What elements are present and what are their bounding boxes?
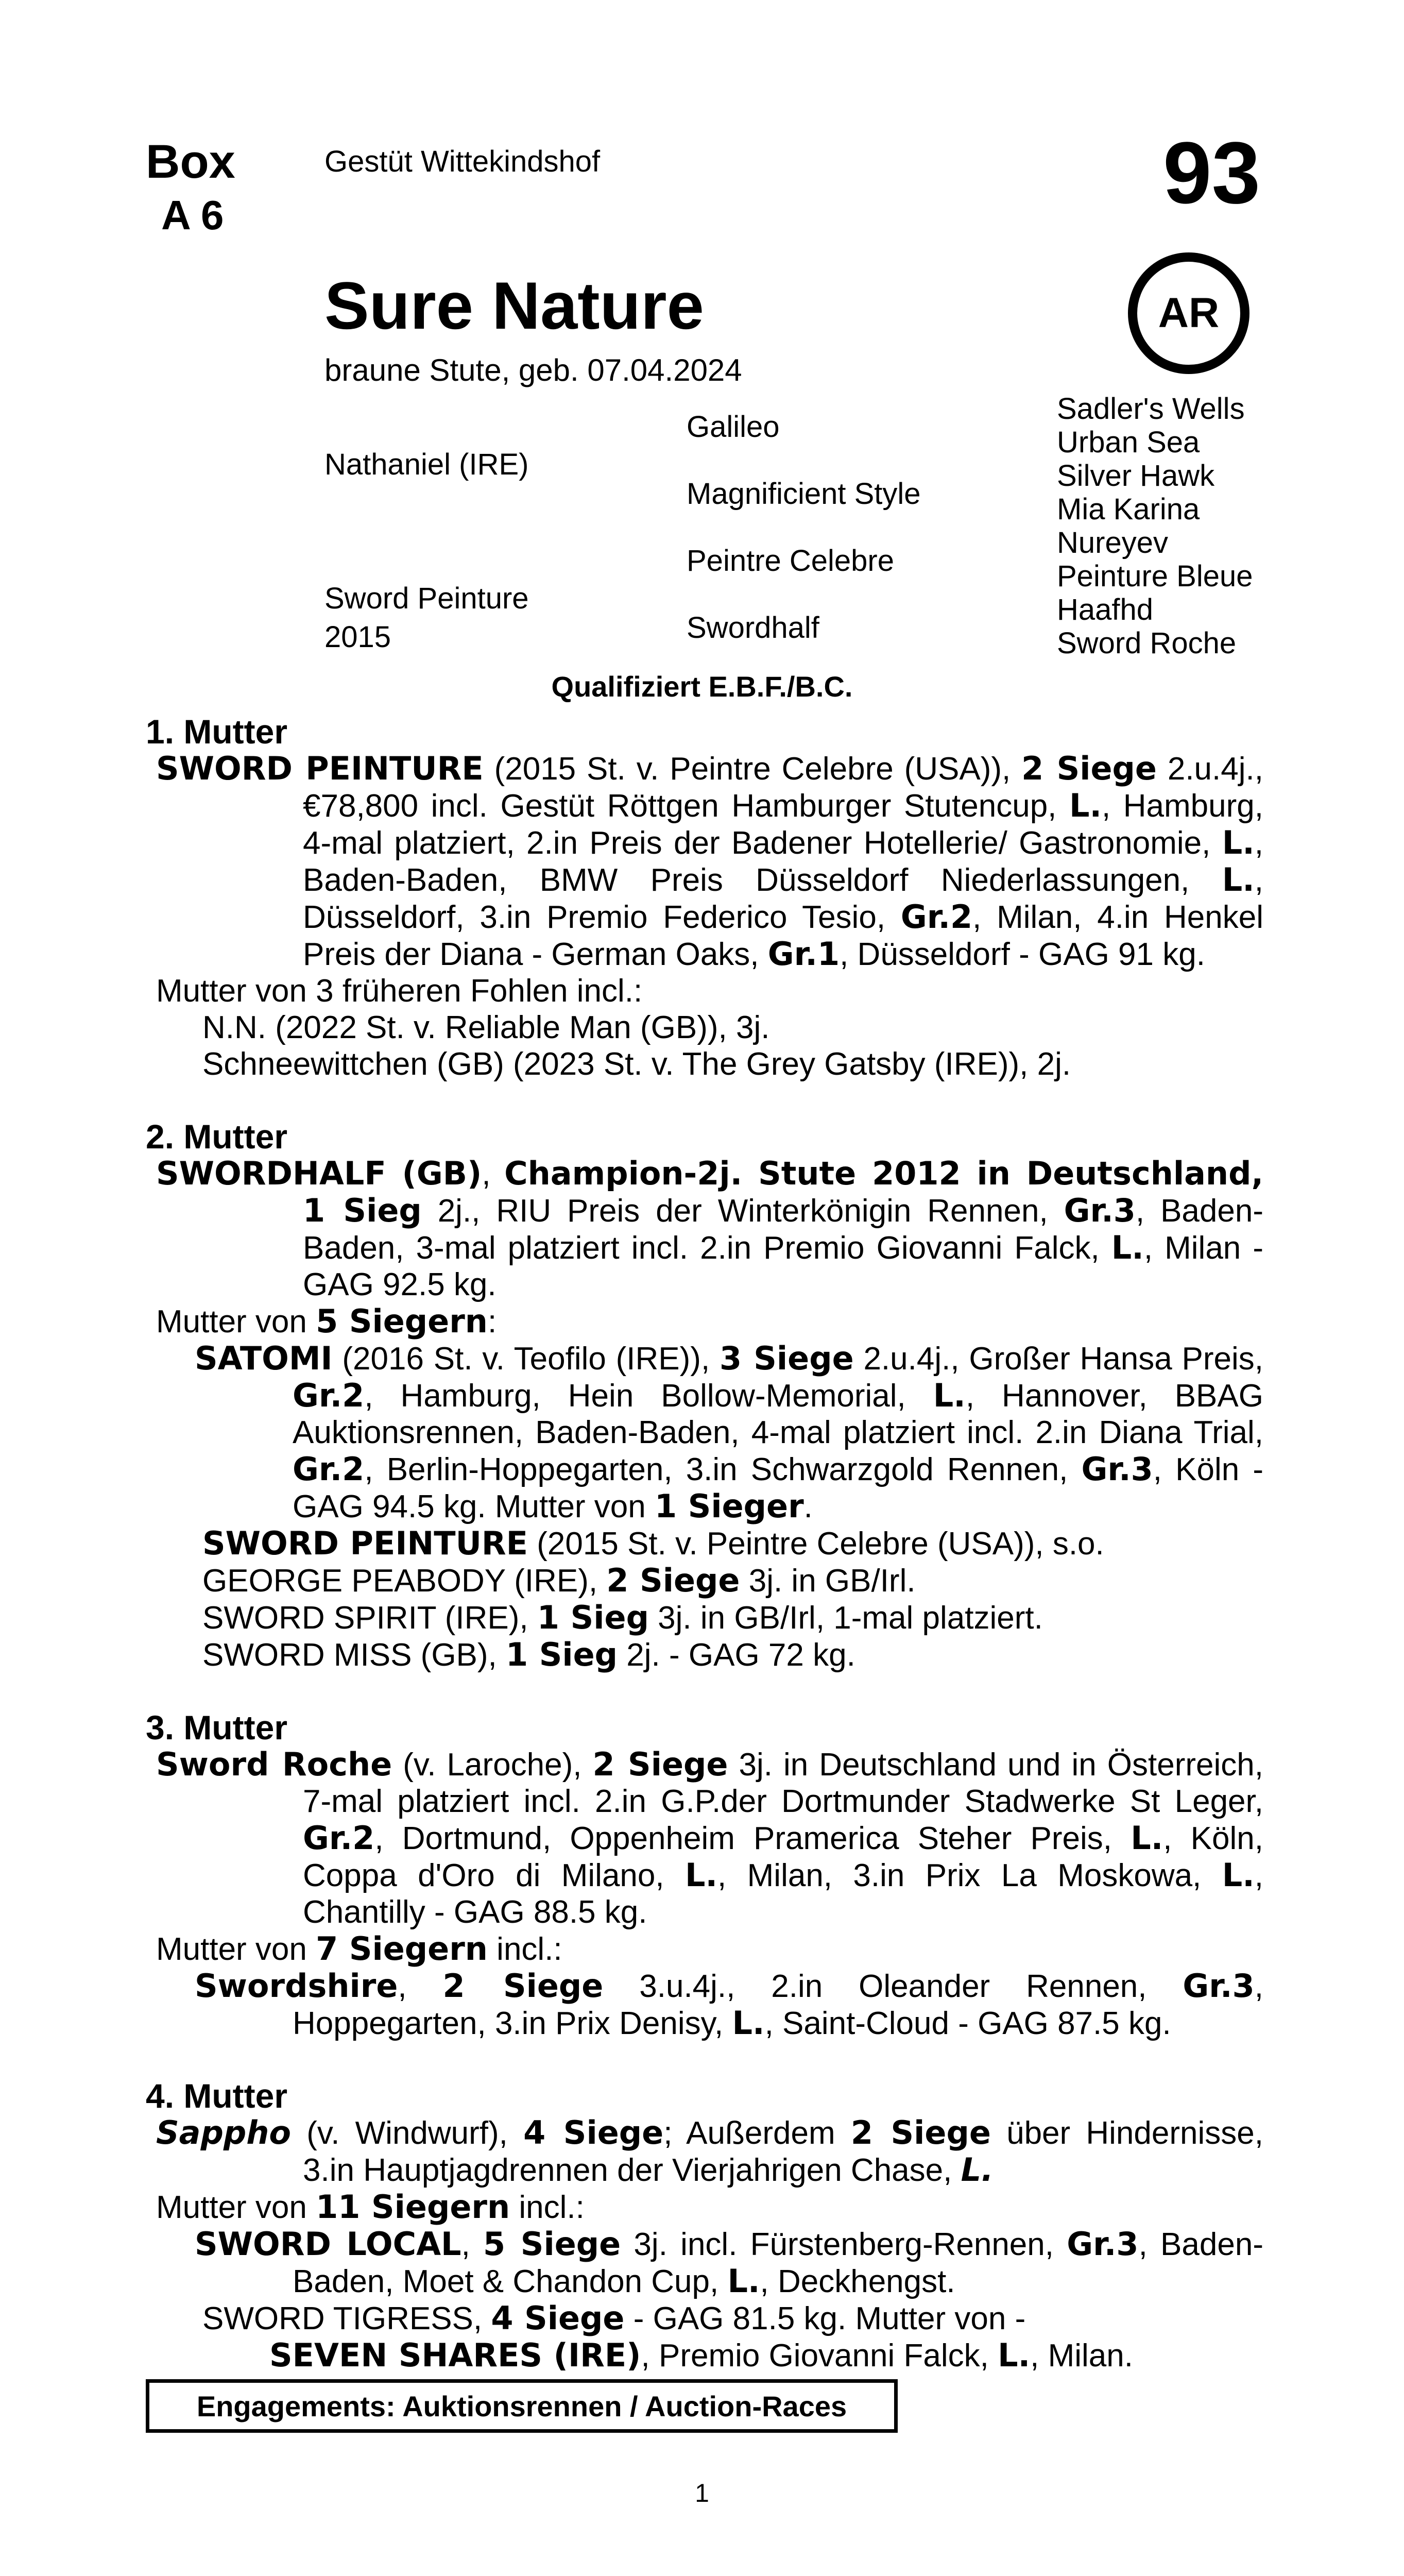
wins: 2 Siege (1021, 750, 1157, 787)
wins: 2 Siege (592, 1745, 728, 1783)
text: , Köln - GAG 94.5 kg. Mutter von (293, 1452, 1263, 1524)
text: , Chantilly - GAG 88.5 kg. (303, 1858, 1263, 1930)
listed-marker: L. (732, 2004, 765, 2042)
progeny-name: SEVEN SHARES (IRE) (269, 2336, 641, 2374)
text: , Deckhengst. (760, 2264, 955, 2299)
text: ; Außerdem (663, 2115, 851, 2151)
text: , Milan. (1030, 2338, 1133, 2374)
text: 2.u.4j., Großer Hansa Preis, (853, 1341, 1263, 1377)
text: 2.u.4j., €78,800 incl. Gestüt Röttgen Hamburger Stutencup, (303, 751, 1263, 824)
progeny-entry (146, 2300, 1263, 2337)
text: , Premio Giovanni Falck, (641, 2338, 998, 2374)
listed-marker: L. (684, 1856, 718, 1894)
section-heading: 3. Mutter (146, 1708, 288, 1747)
progeny-name: SWORD LOCAL (195, 2225, 461, 2263)
progeny-entry (146, 1968, 1263, 2042)
text: , (398, 1969, 443, 2004)
text: , (482, 1156, 505, 1192)
foals-intro: Mutter von 3 früheren Fohlen incl.: (156, 973, 643, 1009)
lot-number: 93 (1163, 124, 1261, 222)
wins: 4 Siege (491, 2299, 625, 2337)
text: , Dortmund, Oppenheim Pramerica Steher Preis, (374, 1821, 1131, 1856)
dam-name: Sappho (156, 2114, 291, 2151)
text: : (487, 1304, 497, 1340)
dam-name: SWORD PEINTURE (156, 750, 484, 787)
pedigree-great-grandparent: Haafhd (1057, 593, 1154, 626)
group-marker: Gr.3 (1067, 2225, 1139, 2263)
progeny-entry (146, 2226, 1263, 2300)
group-marker: Gr.3 (1183, 1967, 1255, 2005)
listed-marker: L. (1222, 861, 1255, 899)
text: 3j. in Deutschland und in Österreich, 7-mal platziert incl. 2.in G.P.der Dortmunder Stadwerke St Leger, (303, 1747, 1263, 1819)
text: GEORGE PEABODY (IRE), (202, 1563, 607, 1599)
text: , Köln, Coppa d'Oro di Milano, (303, 1821, 1263, 1893)
box-number: A 6 (161, 192, 224, 238)
listed-marker: L. (1222, 824, 1255, 861)
text: SWORD SPIRIT (IRE), (202, 1600, 537, 1636)
text: 3j. in GB/Irl, 1-mal platziert. (648, 1600, 1043, 1636)
wins: 1 Sieg (506, 1636, 618, 1673)
pedigree-grandparent: Swordhalf (687, 611, 819, 645)
text: , (461, 2227, 484, 2262)
text: , Düsseldorf - GAG 91 kg. (840, 937, 1205, 972)
text: 2j., RIU Preis der Winterkönigin Rennen, (421, 1193, 1064, 1229)
text: (v. Laroche), (392, 1747, 593, 1783)
listed-marker: L. (1222, 1856, 1255, 1894)
text: - GAG 81.5 kg. Mutter von - (624, 2301, 1026, 2336)
text: , Baden-Baden, BMW Preis Düsseldorf Niederlassungen, (303, 825, 1263, 898)
qualification: Qualifiziert E.B.F./B.C. (551, 670, 853, 703)
wins: 3 Siege (719, 1340, 854, 1377)
dam-name: SWORDHALF (GB) (156, 1155, 482, 1192)
pedigree-great-grandparent: Silver Hawk (1057, 459, 1215, 493)
progeny-intro (146, 1930, 1263, 1968)
pedigree-grandparent: Peintre Celebre (687, 544, 894, 578)
listed-marker: L. (1131, 1819, 1163, 1857)
horse-description: braune Stute, geb. 07.04.2024 (324, 353, 742, 387)
breeder: Gestüt Wittekindshof (324, 145, 601, 178)
section-heading: 4. Mutter (146, 2077, 288, 2115)
first-dam-record (146, 750, 1263, 973)
third-dam-record (146, 1746, 1263, 1930)
pedigree-dam-year: 2015 (324, 620, 391, 654)
wins: 2 Siege (850, 2114, 991, 2151)
text: 3.u.4j., 2.in Oleander Rennen, (603, 1969, 1183, 2004)
progeny-intro (146, 1303, 1263, 1340)
progeny-name: Swordshire (195, 1967, 398, 2005)
wins: 2 Siege (606, 1562, 740, 1599)
winners-count: 5 Siegern (316, 1302, 488, 1340)
text: SWORD TIGRESS, (202, 2301, 491, 2336)
pedigree-great-grandparent: Peinture Bleue (1057, 560, 1253, 593)
winners-count: 11 Siegern (316, 2188, 510, 2226)
pedigree-great-grandparent: Sword Roche (1057, 626, 1237, 660)
foal-entry: Schneewittchen (GB) (2023 St. v. The Grey Gatsby (IRE)), 2j. (202, 1046, 1071, 1082)
text: über Hindernisse, 3.in Hauptjagdrennen der Vierjahrigen Chase, (303, 2115, 1263, 2188)
text: , Baden-Baden, Moet & Chandon Cup, (293, 2227, 1263, 2299)
listed-marker: L. (727, 2262, 760, 2300)
progeny-entry (146, 1599, 1263, 1636)
group-marker: Gr.2 (293, 1450, 365, 1488)
group-marker: Gr.2 (303, 1819, 375, 1857)
progeny-entry (146, 2337, 1263, 2374)
progeny-entry (146, 1636, 1263, 1673)
text: , Milan, 4.in Henkel Preis der Diana - German Oaks, (303, 900, 1263, 972)
pedigree-great-grandparent: Mia Karina (1057, 493, 1200, 526)
wins: 1 Sieg (537, 1599, 649, 1636)
pedigree-sire: Nathaniel (IRE) (324, 448, 529, 481)
text: , Hamburg, Hein Bollow-Memorial, (364, 1378, 933, 1414)
text: Mutter von (156, 1931, 316, 1967)
pedigree-grandparent: Magnificient Style (687, 477, 921, 511)
text: Mutter von (156, 1304, 316, 1340)
winners-count: 1 Sieger (654, 1487, 804, 1525)
pedigree-great-grandparent: Urban Sea (1057, 426, 1200, 459)
progeny-name: SATOMI (195, 1340, 333, 1377)
ar-badge: AR (1128, 252, 1249, 374)
wins: 5 Siege (483, 2225, 621, 2263)
text: (2015 St. v. Peintre Celebre (USA)), s.o. (528, 1526, 1104, 1562)
text: 3j. in GB/Irl. (740, 1563, 916, 1599)
progeny-entry (146, 1562, 1263, 1599)
box-label: Box (146, 135, 235, 188)
pedigree-dam: Sword Peinture (324, 582, 529, 615)
section-heading: 1. Mutter (146, 713, 288, 751)
group-marker: Gr.2 (293, 1377, 365, 1414)
text: incl.: (510, 2190, 585, 2225)
pedigree-great-grandparent: Sadler's Wells (1057, 392, 1245, 426)
text: incl.: (487, 1931, 562, 1967)
listed-marker: L. (933, 1377, 966, 1414)
champion-title: Champion-2j. Stute 2012 in Deutschland, 1 Sieg (303, 1155, 1264, 1229)
text: (2015 St. v. Peintre Celebre (USA)), (483, 751, 1022, 787)
winners-count: 7 Siegern (316, 1930, 488, 1968)
progeny-entry (146, 1340, 1263, 1525)
group-marker: Gr.3 (1064, 1192, 1136, 1229)
listed-marker: L. (1111, 1229, 1144, 1266)
wins: 4 Siege (523, 2114, 664, 2151)
text: , Saint-Cloud - GAG 87.5 kg. (764, 2006, 1171, 2041)
fourth-dam-record (146, 2114, 1263, 2189)
listed-marker: L. (1069, 787, 1102, 824)
text: 2j. - GAG 72 kg. (618, 1637, 855, 1673)
group-marker: Gr.2 (900, 898, 973, 936)
wins: 2 Siege (442, 1967, 604, 2005)
engagements-box: Engagements: Auktionsrennen / Auction-Races (146, 2379, 898, 2433)
horse-name: Sure Nature (324, 268, 704, 343)
text: (v. Windwurf), (291, 2115, 524, 2151)
text: , Düsseldorf, 3.in Premio Federico Tesio, (303, 862, 1263, 935)
listed-marker: L. (961, 2151, 994, 2189)
group-marker: Gr.1 (767, 935, 840, 973)
text: , Hannover, BBAG Auktionsrennen, Baden-Baden, 4-mal platziert incl. 2.in Diana Trial, (293, 1378, 1263, 1450)
text: , Baden-Baden, 3-mal platziert incl. 2.in Premio Giovanni Falck, (303, 1193, 1263, 1266)
page-number: 1 (695, 2479, 709, 2507)
text: , Hoppegarten, 3.in Prix Denisy, (293, 1969, 1263, 2041)
text: (2016 St. v. Teofilo (IRE)), (332, 1341, 720, 1377)
pedigree-grandparent: Galileo (687, 410, 780, 444)
text: Mutter von (156, 2190, 316, 2225)
section-heading: 2. Mutter (146, 1117, 288, 1156)
listed-marker: L. (998, 2336, 1031, 2374)
text: . (803, 1489, 813, 1524)
progeny-entry (146, 1525, 1263, 1562)
text: SWORD MISS (GB), (202, 1637, 506, 1673)
group-marker: Gr.3 (1081, 1450, 1153, 1488)
second-dam-record (146, 1155, 1263, 1303)
text: , Milan, 3.in Prix La Moskowa, (717, 1858, 1222, 1893)
text: , Hamburg, 4-mal platziert, 2.in Preis der Badener Hotellerie/ Gastronomie, (303, 788, 1263, 861)
text: , Milan - GAG 92.5 kg. (303, 1230, 1263, 1302)
progeny-name: SWORD PEINTURE (202, 1524, 528, 1562)
dam-line (146, 714, 1263, 2374)
foal-entry: N.N. (2022 St. v. Reliable Man (GB)), 3j. (202, 1010, 770, 1045)
dam-name: Sword Roche (156, 1745, 392, 1783)
text: 3j. incl. Fürstenberg-Rennen, (621, 2227, 1067, 2262)
progeny-intro (146, 2189, 1263, 2226)
pedigree-great-grandparent: Nureyev (1057, 526, 1168, 560)
text: , Berlin-Hoppegarten, 3.in Schwarzgold Rennen, (364, 1452, 1082, 1487)
